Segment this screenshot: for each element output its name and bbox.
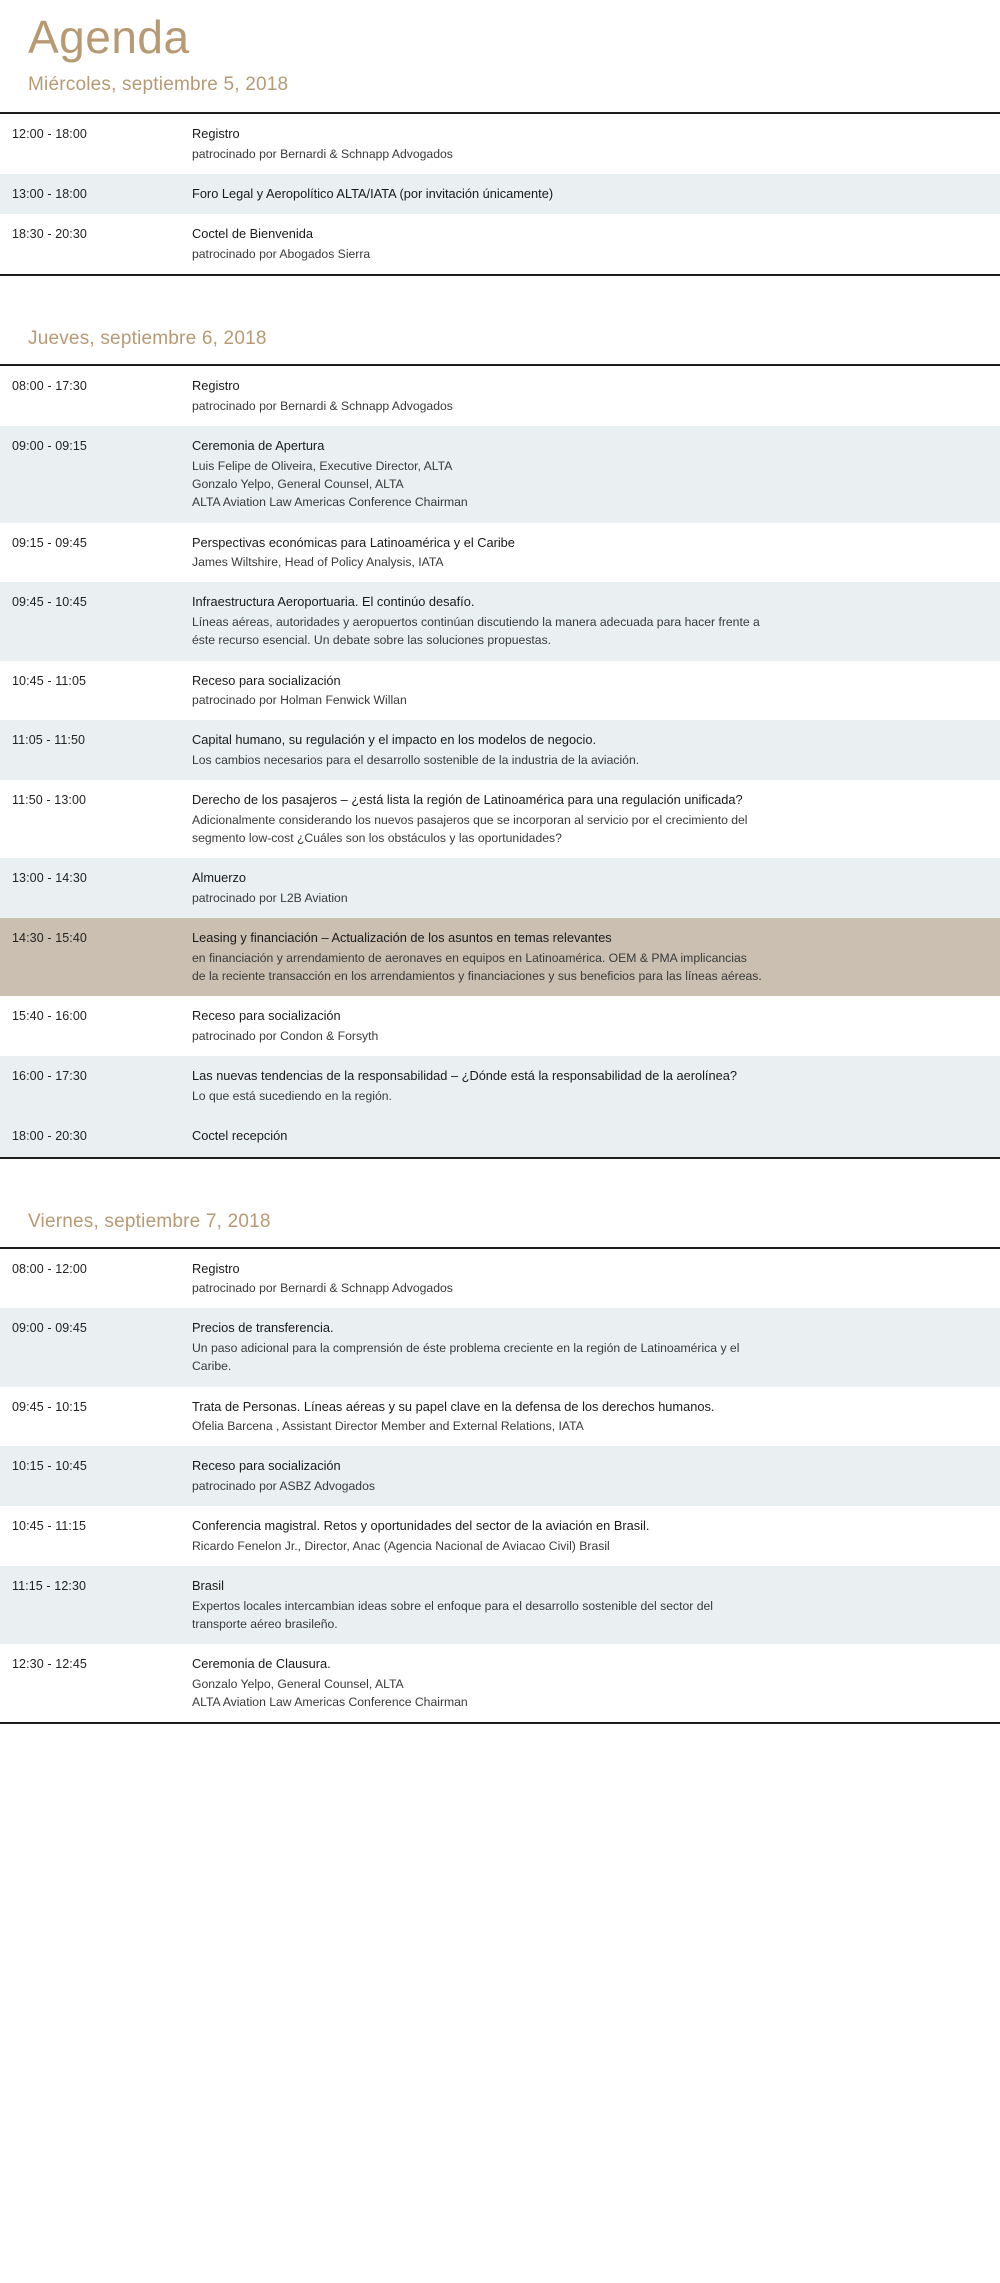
agenda-row-body	[192, 1067, 986, 1105]
agenda-row-body	[192, 593, 986, 649]
day-heading-jueves: Jueves, septiembre 6, 2018	[28, 328, 267, 350]
agenda-row-body	[192, 1127, 986, 1146]
agenda-row-description-line: Adicionalmente considerando los nuevos pasajeros que se incorporan al servicio por el crecimiento del	[192, 812, 748, 827]
agenda-row-time: 18:00 - 20:30	[12, 1129, 87, 1143]
agenda-row-description-line: patrocinado por Bernardi & Schnapp Advogados	[192, 1281, 453, 1296]
agenda-row	[0, 1566, 1000, 1644]
schedule-table	[0, 364, 1000, 1158]
day-heading-viernes: Viernes, septiembre 7, 2018	[28, 1210, 271, 1232]
agenda-row	[0, 1249, 1000, 1309]
agenda-row	[0, 1506, 1000, 1566]
day-section-viernes	[0, 1159, 1000, 1725]
agenda-row-body	[192, 1517, 986, 1555]
agenda-row-title: Receso para socialización	[192, 1458, 341, 1474]
agenda-row-time: 09:15 - 09:45	[12, 535, 87, 550]
agenda-row-description-line: éste recurso esencial. Un debate sobre las soluciones propuestas.	[192, 633, 552, 648]
agenda-row-description	[192, 145, 980, 163]
agenda-row-description-line: Un paso adicional para la comprensión de éste problema creciente en la región de Latinoamérica y el	[192, 1340, 740, 1355]
agenda-row-body	[192, 225, 986, 263]
agenda-row-body	[192, 731, 986, 769]
agenda-row-description	[192, 751, 980, 769]
agenda-row	[0, 582, 1000, 660]
agenda-row-time: 09:45 - 10:15	[12, 1399, 87, 1414]
agenda-row-body	[192, 534, 986, 572]
agenda-row-time: 09:00 - 09:15	[12, 439, 87, 454]
agenda-row-time: 14:30 - 15:40	[12, 931, 87, 946]
agenda-row-body	[192, 869, 986, 907]
agenda-row-time: 18:30 - 20:30	[12, 227, 87, 242]
agenda-row-description	[192, 1537, 980, 1555]
agenda-row-description-line: patrocinado por Bernardi & Schnapp Advogados	[192, 398, 453, 413]
agenda-row	[0, 214, 1000, 274]
agenda-row-title: Infraestructura Aeroportuaria. El continúo desafío.	[192, 594, 475, 610]
agenda-row-description	[192, 1477, 980, 1495]
agenda-row-description	[192, 811, 980, 848]
agenda-row-body	[192, 1577, 986, 1633]
agenda-row-body	[192, 1007, 986, 1045]
days-container	[0, 112, 1000, 1724]
agenda-row-body	[192, 1457, 986, 1495]
day-section-mi-rcoles	[0, 112, 1000, 276]
agenda-row-title: Perspectivas económicas para Latinoamérica y el Caribe	[192, 534, 515, 550]
agenda-row-description	[192, 1597, 980, 1634]
agenda-row-time: 11:50 - 13:00	[12, 793, 87, 808]
agenda-row-title: Foro Legal y Aeropolítico ALTA/IATA (por invitación únicamente)	[192, 185, 554, 201]
agenda-row-time: 11:15 - 12:30	[12, 1579, 87, 1594]
agenda-row-description	[192, 1417, 980, 1435]
agenda-row-time: 08:00 - 12:00	[12, 1261, 87, 1276]
agenda-row-time: 12:30 - 12:45	[12, 1657, 87, 1672]
agenda-row-description	[192, 457, 980, 512]
agenda-row-description-line: de la reciente transacción en los arrendamientos y financiaciones y sus beneficios para las líneas aéreas.	[192, 969, 762, 984]
agenda-row-description-line: Ricardo Fenelon Jr., Director, Anac (Agencia Nacional de Aviacao Civil) Brasil	[192, 1538, 610, 1553]
agenda-row	[0, 1056, 1000, 1116]
agenda-row-time: 09:00 - 09:45	[12, 1321, 87, 1336]
agenda-row	[0, 174, 1000, 215]
agenda-row-description-line: Gonzalo Yelpo, General Counsel, ALTA	[192, 1676, 404, 1691]
agenda-row-title: Capital humano, su regulación y el impacto en los modelos de negocio.	[192, 732, 597, 748]
agenda-row-time: 13:00 - 14:30	[12, 871, 87, 886]
agenda-row-time: 08:00 - 17:30	[12, 379, 87, 394]
agenda-row	[0, 114, 1000, 174]
agenda-row-body	[192, 672, 986, 710]
agenda-row-description	[192, 1087, 980, 1105]
agenda-row-description-line: Caribe.	[192, 1359, 232, 1374]
agenda-row-description	[192, 1339, 980, 1376]
agenda-row-description-line: patrocinado por Abogados Sierra	[192, 246, 371, 261]
agenda-row	[0, 366, 1000, 426]
agenda-row-title: Derecho de los pasajeros – ¿está lista la región de Latinoamérica para una regulación unificada?	[192, 792, 743, 808]
agenda-row	[0, 780, 1000, 858]
agenda-row-description-line: en financiación y arrendamiento de aeronaves en equipos en Latinoamérica. OEM & PMA implicancias	[192, 950, 747, 965]
agenda-row-description-line: patrocinado por ASBZ Advogados	[192, 1478, 375, 1493]
agenda-row-title: Registro	[192, 1260, 240, 1276]
agenda-row	[0, 996, 1000, 1056]
agenda-row	[0, 1446, 1000, 1506]
agenda-row-body	[192, 1319, 986, 1375]
agenda-row-description-line: patrocinado por Holman Fenwick Willan	[192, 693, 407, 708]
agenda-row	[0, 1116, 1000, 1157]
agenda-row-title: Coctel de Bienvenida	[192, 226, 313, 242]
agenda-row-description	[192, 613, 980, 650]
agenda-row-description-line: Ofelia Barcena , Assistant Director Member and External Relations, IATA	[192, 1419, 584, 1434]
agenda-row	[0, 858, 1000, 918]
agenda-row-title: Trata de Personas. Líneas aéreas y su papel clave en la defensa de los derechos humanos.	[192, 1398, 715, 1414]
agenda-row-description	[192, 1675, 980, 1712]
agenda-row-title: Ceremonia de Apertura	[192, 438, 325, 454]
agenda-row-body	[192, 437, 986, 511]
agenda-row-body	[192, 791, 986, 847]
day-section-jueves	[0, 276, 1000, 1158]
agenda-row-description	[192, 889, 980, 907]
agenda-row-description-line: ALTA Aviation Law Americas Conference Chairman	[192, 1695, 468, 1710]
agenda-row	[0, 426, 1000, 522]
agenda-row	[0, 918, 1000, 996]
agenda-row-time: 10:45 - 11:05	[12, 673, 87, 688]
agenda-row-body	[192, 1260, 986, 1298]
agenda-row-title: Brasil	[192, 1578, 224, 1594]
agenda-row-description-line: transporte aéreo brasileño.	[192, 1616, 338, 1631]
agenda-row-description	[192, 949, 980, 986]
page-title: Agenda	[28, 11, 190, 63]
agenda-row	[0, 720, 1000, 780]
day-heading-miercoles: Miércoles, septiembre 5, 2018	[28, 74, 289, 95]
agenda-row-title: Almuerzo	[192, 870, 247, 886]
schedule-table	[0, 112, 1000, 276]
agenda-row-description-line: patrocinado por Condon & Forsyth	[192, 1028, 379, 1043]
agenda-row-description-line: Los cambios necesarios para el desarrollo sostenible de la industria de la aviación.	[192, 752, 640, 767]
trailing-space	[0, 1724, 1000, 1742]
agenda-row-time: 09:45 - 10:45	[12, 595, 87, 610]
agenda-row-time: 10:15 - 10:45	[12, 1459, 87, 1474]
agenda-row-time: 12:00 - 18:00	[12, 127, 87, 141]
agenda-row-title: Receso para socialización	[192, 1008, 341, 1024]
agenda-row-description-line: patrocinado por Bernardi & Schnapp Advogados	[192, 146, 453, 161]
agenda-row-description-line: James Wiltshire, Head of Policy Analysis, IATA	[192, 555, 444, 570]
agenda-row-title: Las nuevas tendencias de la responsabilidad – ¿Dónde está la responsabilidad de la aerolínea?	[192, 1068, 737, 1084]
agenda-row-description-line: Lo que está sucediendo en la región.	[192, 1088, 392, 1103]
agenda-row-description	[192, 245, 980, 263]
agenda-row	[0, 1387, 1000, 1447]
agenda-row-description	[192, 1027, 980, 1045]
agenda-row	[0, 1308, 1000, 1386]
agenda-row-time: 15:40 - 16:00	[12, 1009, 87, 1024]
agenda-row-body	[192, 1398, 986, 1436]
agenda-row-body	[192, 125, 986, 163]
agenda-row-body	[192, 185, 986, 204]
agenda-row-description-line: ALTA Aviation Law Americas Conference Chairman	[192, 495, 468, 510]
agenda-row-time: 10:45 - 11:15	[12, 1519, 87, 1534]
agenda-row-description-line: Luis Felipe de Oliveira, Executive Director, ALTA	[192, 458, 453, 473]
agenda-row-title: Ceremonia de Clausura.	[192, 1656, 331, 1672]
agenda-row-body	[192, 1655, 986, 1711]
agenda-row	[0, 661, 1000, 721]
agenda-row-title: Registro	[192, 126, 240, 141]
agenda-row-body	[192, 377, 986, 415]
schedule-table	[0, 1247, 1000, 1725]
masthead	[0, 0, 1000, 96]
agenda-row-time: 16:00 - 17:30	[12, 1069, 87, 1084]
agenda-row-description-line: patrocinado por L2B Aviation	[192, 890, 348, 905]
agenda-row-description	[192, 553, 980, 571]
agenda-row-body	[192, 929, 986, 985]
agenda-row-title: Precios de transferencia.	[192, 1320, 334, 1336]
agenda-row-description	[192, 397, 980, 415]
agenda-row-title: Leasing y financiación – Actualización de los asuntos en temas relevantes	[192, 930, 612, 946]
agenda-row-description-line: segmento low-cost ¿Cuáles son los obstáculos y las oportunidades?	[192, 831, 562, 846]
agenda-row-description-line: Gonzalo Yelpo, General Counsel, ALTA	[192, 476, 404, 491]
agenda-row-description	[192, 691, 980, 709]
agenda-row-time: 11:05 - 11:50	[12, 733, 86, 748]
agenda-row-description-line: Líneas aéreas, autoridades y aeropuertos continúan discutiendo la manera adecuada para hacer frente a	[192, 614, 760, 629]
agenda-row-description-line: Expertos locales intercambian ideas sobre el enfoque para el desarrollo sostenible del sector del	[192, 1598, 713, 1613]
agenda-row	[0, 523, 1000, 583]
agenda-row-title: Registro	[192, 378, 240, 394]
agenda-row-description	[192, 1279, 980, 1297]
agenda-row-title: Receso para socialización	[192, 672, 341, 688]
agenda-row	[0, 1644, 1000, 1722]
agenda-row-title: Conferencia magistral. Retos y oportunidades del sector de la aviación en Brasil.	[192, 1518, 650, 1534]
agenda-row-title: Coctel recepción	[192, 1128, 288, 1143]
agenda-row-time: 13:00 - 18:00	[12, 186, 87, 201]
